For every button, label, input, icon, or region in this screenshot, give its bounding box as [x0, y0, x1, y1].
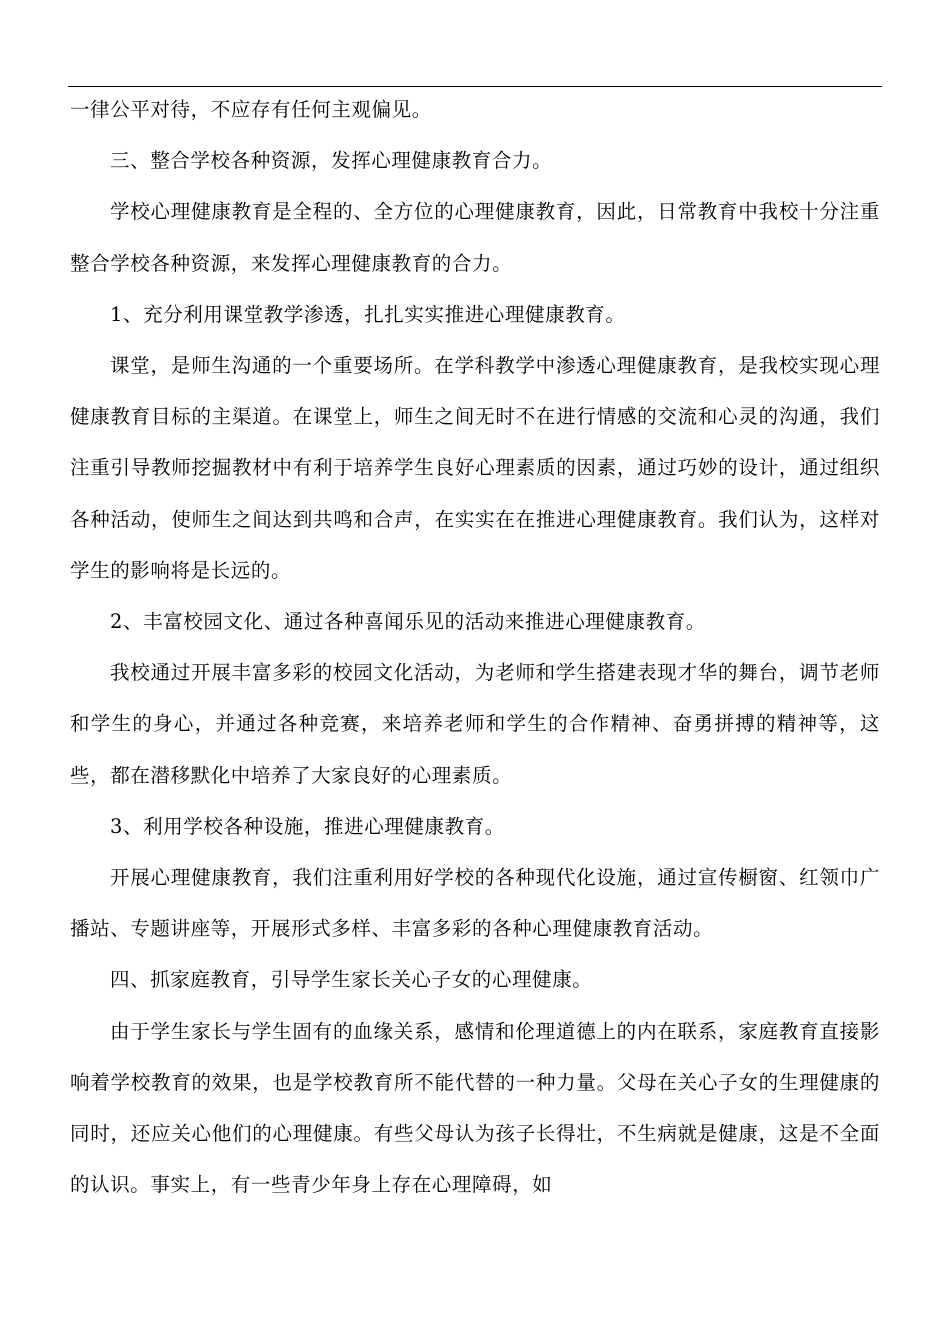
- paragraph-campus-culture: 我校通过开展丰富多彩的校园文化活动，为老师和学生搭建表现才华的舞台，调节老师和学生的身心，并通过各种竞赛，来培养老师和学生的合作精神、奋勇拼搏的精神等，这些，都在潜移默化中培养了大家良好的心理素质。: [70, 661, 880, 787]
- subheading-3: 3、利用学校各种设施，推进心理健康教育。: [110, 814, 505, 838]
- section-heading-4: 四、抓家庭教育，引导学生家长关心子女的心理健康。: [110, 968, 593, 992]
- paragraph-continuation: 一律公平对待，不应存有任何主观偏见。: [70, 98, 432, 121]
- paragraph-facilities: 开展心理健康教育，我们注重利用好学校的各种现代化设施，通过宣传橱窗、红领巾广播站、专题讲座等，开展形式多样、丰富多彩的各种心理健康教育活动。: [70, 866, 880, 941]
- section-heading-3: 三、整合学校各种资源，发挥心理健康教育合力。: [110, 149, 553, 173]
- paragraph-classroom: 课堂，是师生沟通的一个重要场所。在学科教学中渗透心理健康教育，是我校实现心理健康教育目标的主渠道。在课堂上，师生之间无时不在进行情感的交流和心灵的沟通，我们注重引导教师挖掘教材中有利于培养学生良好心理素质的因素，通过巧妙的设计，通过组织各种活动，使师生之间达到共鸣和合声，在实实在在推进心理健康教育。我们认为，这样对学生的影响将是长远的。: [70, 354, 880, 582]
- paragraph-family-education: 由于学生家长与学生固有的血缘关系，感情和伦理道德上的内在联系，家庭教育直接影响着学校教育的效果，也是学校教育所不能代替的一种力量。父母在关心子女的生理健康的同时，还应关心他们的心理健康。有些父母认为孩子长得壮，不生病就是健康，这是不全面的认识。事实上，有一些青少年身上存在心理障碍，如: [70, 1019, 880, 1197]
- document-body: [70, 84, 880, 1210]
- paragraph-resources-intro: 学校心理健康教育是全程的、全方位的心理健康教育，因此，日常教育中我校十分注重整合学校各种资源，来发挥心理健康教育的合力。: [70, 200, 880, 275]
- subheading-1: 1、充分利用课堂教学渗透，扎扎实实推进心理健康教育。: [110, 302, 626, 326]
- subheading-2: 2、丰富校园文化、通过各种喜闻乐见的活动来推进心理健康教育。: [110, 610, 706, 634]
